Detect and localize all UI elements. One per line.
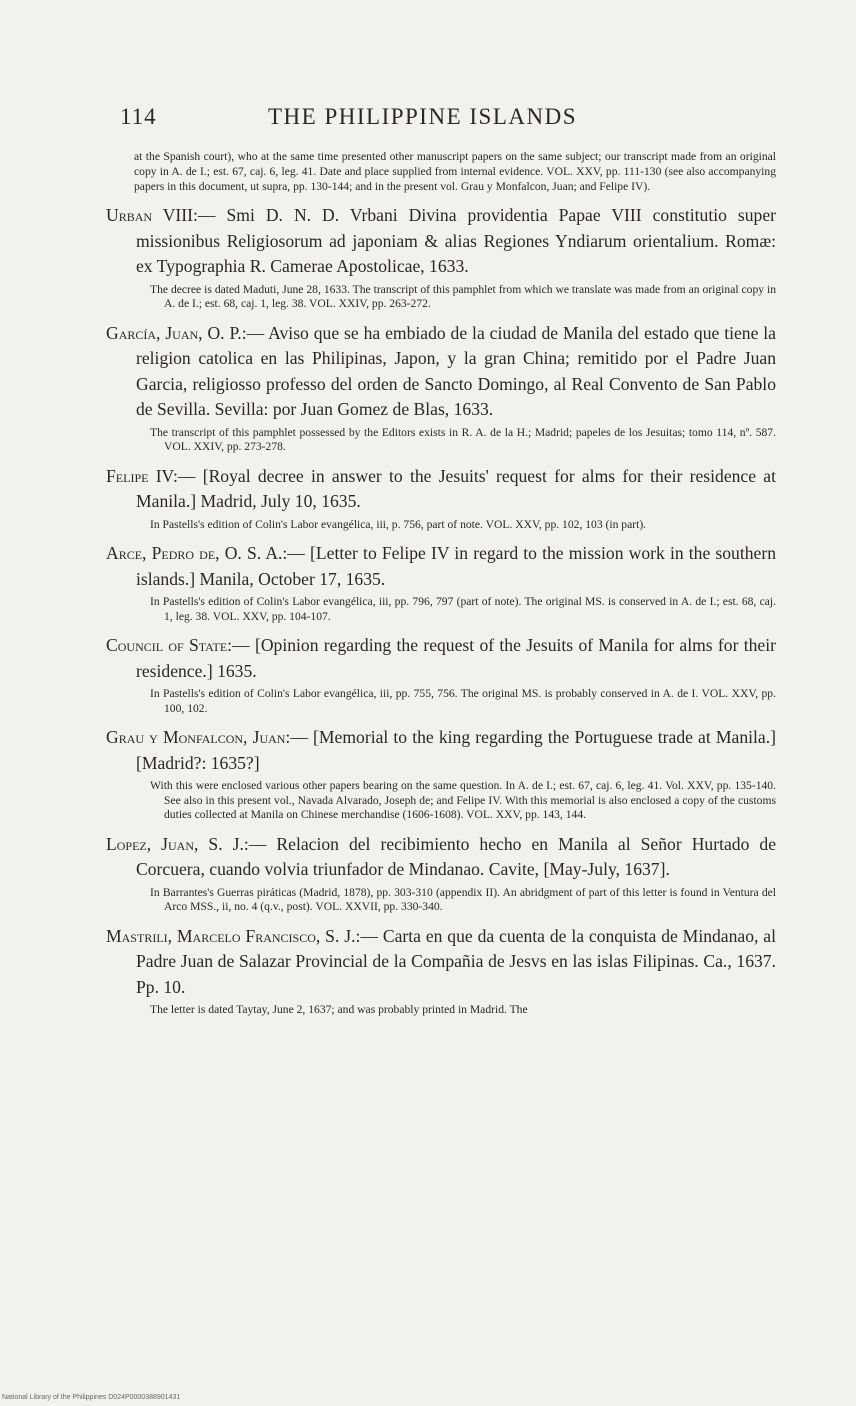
bibliography-entry xyxy=(106,321,776,455)
entry-title: [Letter to Felipe IV in regard to the mission work in the southern islands.] Manila, October 17, 1635. xyxy=(136,543,776,589)
entry-note: With this were enclosed various other papers bearing on the same question. In A. de I.; est. 67, caj. 6, leg. 41. Vol. XXV, pp. 135-140. See also in this present vol., Navada Alvarado, Joseph de; and Felipe IV. With this memorial is also enclosed a copy of the customs duties collected at Manila on Chinese merchandise (1606-1608). VOL. XXV, pp. 143, 144. xyxy=(150,779,776,822)
entry-author: Mastrili, Marcelo Francisco, S. J.:— xyxy=(106,925,378,946)
entry-author: Urban VIII:— xyxy=(106,205,216,226)
page-header xyxy=(120,104,720,140)
entry-heading xyxy=(106,924,776,1001)
entry-author: Council of State:— xyxy=(106,635,250,656)
entry-author: Grau y Monfalcon, Juan:— xyxy=(106,727,308,748)
entry-note: In Pastells's edition of Colin's Labor evangélica, iii, pp. 796, 797 (part of note). The original MS. is conserved in A. de I.; est. 68, caj. 1, leg. 38. VOL. XXV, pp. 104-107. xyxy=(150,595,776,623)
bibliography-entry xyxy=(106,203,776,312)
bibliography-entry xyxy=(106,725,776,823)
entry-heading xyxy=(106,633,776,684)
entry-author: Arce, Pedro de, O. S. A.:— xyxy=(106,543,305,564)
entry-note: The transcript of this pamphlet possessed by the Editors exists in R. A. de la H.; Madrid; papeles de los Jesuitas; tomo 114, nº. 587. VOL. XXIV, pp. 273-278. xyxy=(150,425,776,454)
entry-title: [Memorial to the king regarding the Portuguese trade at Manila.] [Madrid?: 1635?] xyxy=(136,727,776,773)
entry-heading xyxy=(106,203,776,280)
entry-heading xyxy=(106,321,776,423)
entry-author: García, Juan, O. P.:— xyxy=(106,322,265,343)
entry-note: The decree is dated Maduti, June 28, 1633. The transcript of this pamphlet from which we translate was made from an original copy in A. de I.; est. 68, caj. 1, leg. 38. VOL. XXIV, pp. 263-272. xyxy=(150,282,776,311)
entry-heading xyxy=(106,725,776,776)
bibliography-entry xyxy=(106,924,776,1018)
entry-title: Smi D. N. D. Vrbani Divina providentia Papae VIII constitutio super missionibus Religiosorum ad japoniam & alias Regiones Yndiarum orientalium. Romæ: ex Typographia R. Camerae Apostolicae, 1633. xyxy=(136,205,776,277)
entry-heading xyxy=(106,541,776,592)
running-title: THE PHILIPPINE ISLANDS xyxy=(268,104,577,129)
entry-title: [Opinion regarding the request of the Jesuits of Manila for alms for their residence.] 1635. xyxy=(136,635,776,681)
scan-footer-label: National Library of the Philippines D024P0000388901431 xyxy=(2,1394,181,1401)
entry-title: Carta en que da cuenta de la conquista de Mindanao, al Padre Juan de Salazar Provincial de la Compañia de Jesvs en las islas Filipinas. Ca., 1637. Pp. 10. xyxy=(136,925,776,997)
bibliography-entry xyxy=(106,541,776,624)
entry-heading xyxy=(106,464,776,515)
continued-note: at the Spanish court), who at the same time presented other manuscript papers on the same subject; our transcript made from an original copy in A. de I.; est. 67, caj. 6, leg. 41. Date and place supplied from internal evidence. VOL. XXV, pp. 111-130 (see also accompanying papers in this document, ut supra, pp. 130-144; and in the present vol. Grau y Monfalcon, Juan; and Felipe IV). xyxy=(134,150,776,193)
entry-author: Felipe IV:— xyxy=(106,465,196,486)
page-number: 114 xyxy=(120,104,157,129)
page-body xyxy=(106,150,776,1018)
entry-title: Aviso que se ha embiado de la ciudad de Manila del estado que tiene la religion catolica en las Philipinas, Japon, y la gran China; remitido por el Padre Juan Garcia, religiosso professo del orden de Sancto Domingo, al Real Convento de San Pablo de Sevilla. Sevilla: por Juan Gomez de Blas, 1633. xyxy=(136,322,776,420)
bibliography-entry xyxy=(106,633,776,716)
entry-author: Lopez, Juan, S. J.:— xyxy=(106,833,267,854)
entry-note: The letter is dated Taytay, June 2, 1637; and was probably printed in Madrid. The xyxy=(150,1003,528,1017)
entry-heading xyxy=(106,832,776,883)
entry-title: Relacion del recibimiento hecho en Manila al Señor Hurtado de Corcuera, cuando volvia triunfador de Mindanao. Cavite, [May-July, 1637]. xyxy=(136,833,776,880)
entry-title: [Royal decree in answer to the Jesuits' request for alms for their residence at Manila.] Madrid, July 10, 1635. xyxy=(136,465,777,512)
entry-note: In Pastells's edition of Colin's Labor evangélica, iii, pp. 755, 756. The original MS. is probably conserved in A. de I. VOL. XXV, pp. 100, 102. xyxy=(150,687,776,715)
bibliography-entry xyxy=(106,464,776,533)
entry-note: In Barrantes's Guerras piráticas (Madrid, 1878), pp. 303-310 (appendix II). An abridgment of part of this letter is found in Ventura del Arco MSS., ii, no. 4 (q.v., post). VOL. XXVII, pp. 330-340. xyxy=(150,885,776,914)
entry-note: In Pastells's edition of Colin's Labor evangélica, iii, p. 756, part of note. VOL. XXV, pp. 102, 103 (in part). xyxy=(150,517,647,531)
bibliography-entry xyxy=(106,832,776,915)
